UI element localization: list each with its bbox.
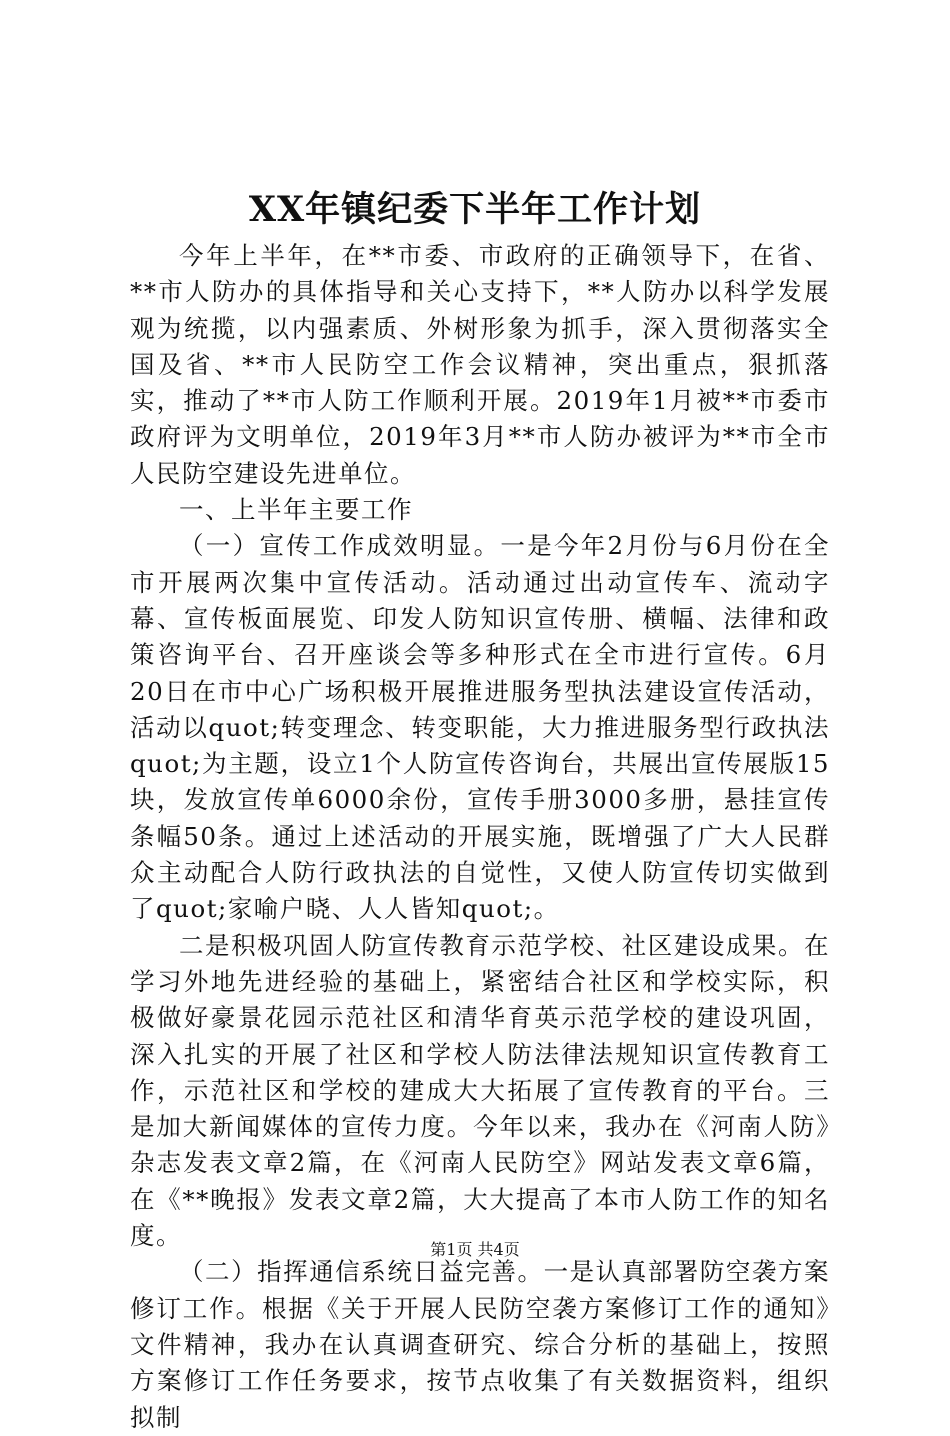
paragraph-intro: 今年上半年，在**市委、市政府的正确领导下，在省、**市人防办的具体指导和关心支持下，**人防办以科学发展观为统揽，以内强素质、外树形象为抓手，深入贯彻落实全国及省、**市人民防空工作会议精神，突出重点，狠抓落实，推动了**市人防工作顺利开展。2019年1月被**市委市政府评为文明单位，2019年3月**市人防办被评为**市全市人民防空建设先进单位。	[130, 241, 830, 488]
paragraph-publicity: （一）宣传工作成效明显。一是今年2月份与6月份在全市开展两次集中宣传活动。活动通过出动宣传车、流动字幕、宣传板面展览、印发人防知识宣传册、横幅、法律和政策咨询平台、召开座谈会等多种形式在全市进行宣传。6月20日在市中心广场积极开展推进服务型执法建设宣传活动，活动以quot;转变理念、转变职能，大力推进服务型行政执法quot;为主题，设立1个人防宣传咨询台，共展出宣传展版15块，发放宣传单6000余份，宣传手册3000多册，悬挂宣传条幅50条。通过上述活动的开展实施，既增强了广大人民群众主动配合人防行政执法的自觉性，又使人防宣传切实做到了quot;家喻户晓、人人皆知quot;。	[130, 531, 830, 924]
document-title: XX年镇纪委下半年工作计划	[248, 189, 702, 230]
paragraph-command: （二）指挥通信系统日益完善。一是认真部署防空袭方案修订工作。根据《关于开展人民防空袭方案修订工作的通知》文件精神，我办在认真调查研究、综合分析的基础上，按照方案修订工作任务要求，按节点收集了有关数据资料，组织拟制	[130, 1257, 830, 1432]
page-footer: 第1页 共4页	[430, 1240, 520, 1259]
section-heading: 一、上半年主要工作	[179, 495, 413, 525]
paragraph-education: 二是积极巩固人防宣传教育示范学校、社区建设成果。在学习外地先进经验的基础上，紧密结合社区和学校实际，积极做好豪景花园示范社区和清华育英示范学校的建设巩固，深入扎实的开展了社区和学校人防法律法规知识宣传教育工作，示范社区和学校的建成大大拓展了宣传教育的平台。三是加大新闻媒体的宣传力度。今年以来，我办在《河南人防》杂志发表文章2篇，在《河南人民防空》网站发表文章6篇，在《**晚报》发表文章2篇，大大提高了本市人防工作的知名度。	[130, 930, 830, 1251]
